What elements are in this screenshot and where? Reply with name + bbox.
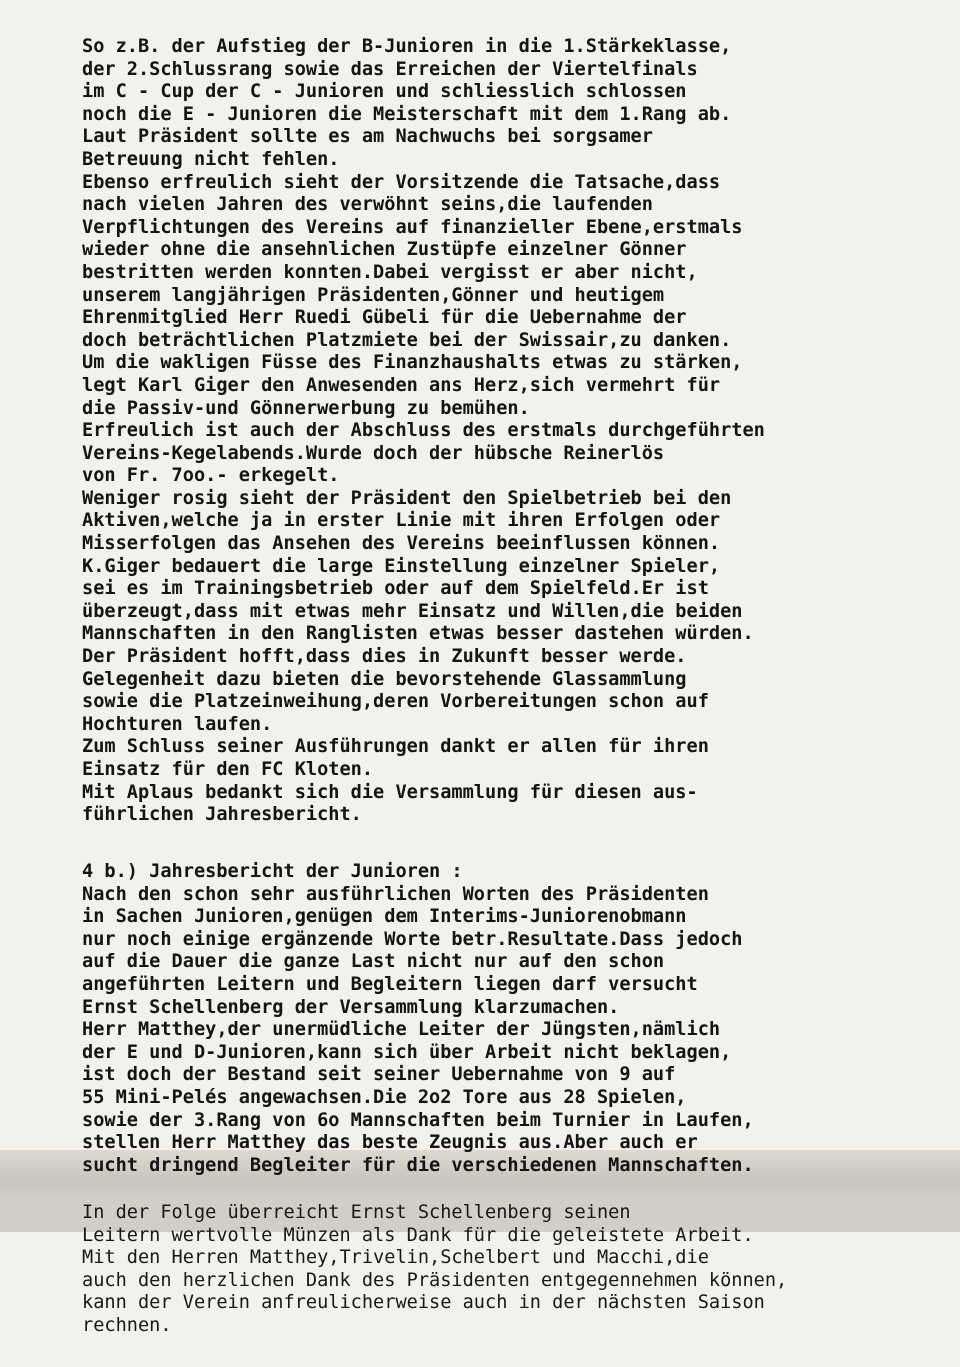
report-line: von Fr. 7oo.- erkegelt. (82, 465, 340, 487)
report-line: im C - Cup der C - Junioren und schliesslich schlossen (82, 81, 687, 103)
report-line: legt Karl Giger den Anwesenden ans Herz,sich vermehrt für (82, 374, 721, 396)
juniors-line: stellen Herr Matthey das beste Zeugnis aus.Aber auch er (82, 1132, 698, 1154)
report-line: überzeugt,dass mit etwas mehr Einsatz und Willen,die beiden (82, 600, 743, 622)
juniors-line: Ernst Schellenberg der Versammlung klarzumachen. (82, 996, 620, 1018)
report-line: der 2.Schlussrang sowie das Erreichen der Viertelfinals (82, 58, 698, 80)
juniors-line: 4 b.) Jahresbericht der Junioren : (82, 861, 463, 882)
report-line: Um die wakligen Füsse des Finanzhaushalts etwas zu stärken, (82, 352, 743, 374)
report-line: Weniger rosig sieht der Präsident den Spielbetrieb bei den (82, 487, 732, 509)
report-line: Misserfolgen das Ansehen des Vereins beeinflussen können. (82, 533, 721, 555)
report-line: noch die E - Junioren die Meisterschaft mit dem 1.Rang ab. (82, 103, 732, 125)
report-line: Gelegenheit dazu bieten die bevorstehende Glassammlung (82, 668, 687, 690)
report-line: bestritten werden konnten.Dabei vergisst er aber nicht, (82, 261, 698, 283)
junior-report-section (82, 861, 942, 1177)
report-line: Betreuung nicht fehlen. (82, 148, 340, 170)
report-line: unserem langjährigen Präsidenten,Gönner und heutigem (82, 284, 665, 306)
report-line: doch beträchtlichen Platzmiete bei der Swissair,zu danken. (82, 329, 732, 351)
juniors-line: der E und D-Junioren,kann sich über Arbeit nicht beklagen, (82, 1041, 732, 1063)
report-line: Erfreulich ist auch der Abschluss des erstmals durchgeführten (82, 420, 765, 442)
report-line: Einsatz für den FC Kloten. (82, 759, 374, 780)
juniors-line: sucht dringend Begleiter für die verschiedenen Mannschaften. (82, 1154, 754, 1176)
juniors-line: in Sachen Junioren,genügen dem Interims-Juniorenobmann (82, 906, 687, 928)
closing-line: Leitern wertvolle Münzen als Dank für die geleistete Arbeit. (82, 1224, 754, 1246)
closing-line: rechnen. (82, 1314, 172, 1336)
juniors-line: sowie der 3.Rang von 6o Mannschaften beim Turnier in Laufen, (82, 1109, 754, 1131)
report-line: sei es im Trainingsbetrieb oder auf dem Spielfeld.Er ist (82, 578, 709, 600)
report-line: wieder ohne die ansehnlichen Zustüpfe einzelner Gönner (82, 239, 687, 261)
closing-line: Mit den Herren Matthey,Trivelin,Schelbert und Macchi,die (82, 1247, 709, 1269)
closing-section (82, 1202, 942, 1338)
juniors-line: 55 Mini-Pelés angewachsen.Die 2o2 Tore aus 28 Spielen, (82, 1086, 687, 1108)
report-line: So z.B. der Aufstieg der B-Junioren in die 1.Stärkeklasse, (82, 36, 732, 57)
report-line: Mit Aplaus bedankt sich die Versammlung für diesen aus- (82, 781, 698, 803)
juniors-line: ist doch der Bestand seit seiner Uebernahme von 9 auf (82, 1064, 676, 1086)
report-line: Der Präsident hofft,dass dies in Zukunft besser werde. (82, 646, 687, 668)
report-line: Zum Schluss seiner Ausführungen dankt er allen für ihren (82, 736, 709, 758)
closing-line: kann der Verein anfreulicherweise auch in der nächsten Saison (82, 1292, 765, 1314)
report-line: Mannschaften in den Ranglisten etwas besser dastehen würden. (82, 623, 754, 645)
report-line: K.Giger bedauert die large Einstellung einzelner Spieler, (82, 555, 721, 577)
report-line: führlichen Jahresbericht. (82, 804, 362, 826)
juniors-line: nur noch einige ergänzende Worte betr.Resultate.Dass jedoch (82, 928, 743, 950)
annual-report-section (82, 36, 942, 827)
report-line: Ehrenmitglied Herr Ruedi Gübeli für die Uebernahme der (82, 307, 687, 329)
closing-line: In der Folge überreicht Ernst Schellenberg seinen (82, 1202, 631, 1223)
report-line: Verpflichtungen des Vereins auf finanzieller Ebene,erstmals (82, 216, 743, 238)
report-line: Laut Präsident sollte es am Nachwuchs bei sorgsamer (82, 126, 653, 148)
closing-line: auch den herzlichen Dank des Präsidenten entgegennehmen können, (82, 1269, 788, 1291)
report-line: Aktiven,welche ja in erster Linie mit ihren Erfolgen oder (82, 510, 721, 532)
juniors-line: auf die Dauer die ganze Last nicht nur auf den schon (82, 951, 665, 973)
report-line: Ebenso erfreulich sieht der Vorsitzende die Tatsache,dass (82, 171, 721, 193)
juniors-line: Nach den schon sehr ausführlichen Worten des Präsidenten (82, 883, 709, 905)
report-line: Vereins-Kegelabends.Wurde doch der hübsche Reinerlös (82, 442, 665, 464)
juniors-line: angeführten Leitern und Begleitern liegen darf versucht (82, 973, 698, 995)
report-line: Hochturen laufen. (82, 713, 273, 735)
report-line: sowie die Platzeinweihung,deren Vorbereitungen schon auf (82, 691, 709, 713)
report-line: nach vielen Jahren des verwöhnt seins,die laufenden (82, 194, 653, 216)
report-line: die Passiv-und Gönnerwerbung zu bemühen. (82, 397, 530, 419)
juniors-line: Herr Matthey,der unermüdliche Leiter der Jüngsten,nämlich (82, 1019, 721, 1041)
